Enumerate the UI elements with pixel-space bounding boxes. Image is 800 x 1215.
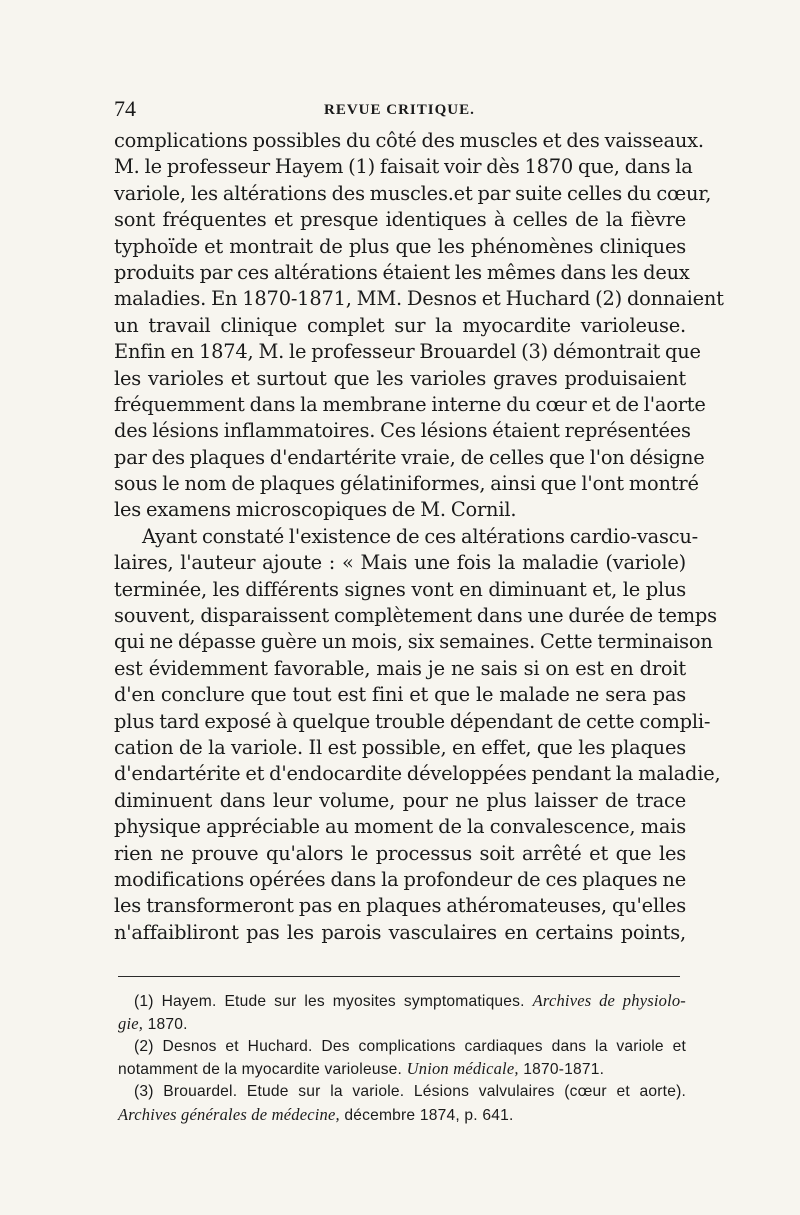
text-line: cation de la variole. Il est possible, en effet, que les plaques — [114, 735, 686, 759]
paragraph-start-line: Ayant constaté l'existence de ces altérations cardio-vascu- — [142, 524, 699, 548]
text-line: physique appréciable au moment de la convalescence, mais — [114, 815, 686, 839]
text-line: les varioles et surtout que les varioles graves produisaient — [114, 366, 686, 390]
text-line: par des plaques d'endartérite vraie, de celles que l'on désigne — [114, 445, 705, 469]
footnote-2-year: 1870-1871. — [518, 1061, 605, 1079]
page-header — [114, 96, 680, 124]
text-line: typhoïde et montrait de plus que les phénomènes cliniques — [114, 234, 686, 258]
footnote-1-year: 1870. — [143, 1015, 188, 1033]
footnote-3-journal: Archives générales de médecine, — [118, 1104, 340, 1124]
footnote-2: (2) Desnos et Huchard. Des complications cardiaques dans la variole et — [134, 1037, 686, 1055]
footnote-1-cont — [118, 1013, 686, 1036]
footnote-1-text: (1) Hayem. Etude sur les myosites symptomatiques. — [134, 993, 533, 1010]
text-line: est évidemment favorable, mais je ne sais si on est en droit — [114, 656, 686, 680]
body-text — [114, 128, 724, 946]
text-line: fréquemment dans la membrane interne du cœur et de l'aorte — [114, 392, 706, 416]
text-line: variole, les altérations des muscles.et par suite celles du cœur, — [114, 181, 712, 205]
page-number: 74 — [114, 96, 136, 121]
text-line: Enfin en 1874, M. le professeur Brouardel (3) démontrait que — [114, 340, 701, 364]
text-line: d'endartérite et d'endocardite développées pendant la maladie, — [114, 762, 721, 786]
running-title: REVUE CRITIQUE. — [324, 102, 475, 118]
text-line: maladies. En 1870-1871, MM. Desnos et Huchard (2) donnaient — [114, 287, 724, 311]
text-line: terminée, les différents signes vont en diminuant et, le plus — [114, 577, 686, 601]
footnote-3: (3) Brouardel. Etude sur la variole. Lésions valvulaires (cœur et aorte). — [134, 1083, 686, 1101]
text-line: produits par ces altérations étaient les mêmes dans les deux — [114, 260, 690, 284]
footnote-3-cont — [118, 1104, 686, 1127]
text-line: complications possibles du côté des muscles et des vaisseaux. — [114, 129, 704, 152]
text-line: des lésions inflammatoires. Ces lésions étaient représentées — [114, 419, 691, 443]
text-line: rien ne prouve qu'alors le processus soit arrêté et que les — [114, 841, 686, 865]
text-line: d'en conclure que tout est fini et que le malade ne sera pas — [114, 683, 686, 707]
text-line: plus tard exposé à quelque trouble dépendant de cette compli- — [114, 709, 711, 733]
text-line: modifications opérées dans la profondeur de ces plaques ne — [114, 867, 686, 891]
footnote-2-cont — [118, 1058, 686, 1081]
footnote-2-journal: Union médicale, — [406, 1059, 519, 1079]
footnotes — [118, 990, 686, 1127]
footnote-3-date: décembre 1874, p. 641. — [339, 1106, 514, 1124]
footnote-divider — [118, 976, 680, 977]
text-line: qui ne dépasse guère un mois, six semaines. Cette terminaison — [114, 630, 713, 654]
text-line: les transformeront pas en plaques athéromateuses, qu'elles — [114, 894, 686, 918]
footnote-1-journal: Archives de physiolo- — [532, 991, 686, 1010]
footnote-1 — [118, 990, 686, 1013]
text-line: M. le professeur Hayem (1) faisait voir dès 1870 que, dans la — [114, 155, 693, 179]
text-line: sont fréquentes et presque identiques à celles de la fièvre — [114, 208, 686, 232]
text-line: un travail clinique complet sur la myocardite varioleuse. — [114, 313, 686, 337]
text-line: laires, l'auteur ajoute : « Mais une fois la maladie (variole) — [114, 551, 686, 575]
footnote-2-text: notamment de la myocardite varioleuse. — [118, 1061, 407, 1079]
text-line: souvent, disparaissent complètement dans une durée de temps — [114, 604, 717, 628]
text-line: les examens microscopiques de M. Cornil. — [114, 498, 517, 522]
footnote-1-journal-cont: gie, — [118, 1013, 144, 1033]
text-line: diminuent dans leur volume, pour ne plus laisser de trace — [114, 788, 686, 812]
text-line: sous le nom de plaques gélatiniformes, ainsi que l'ont montré — [114, 472, 699, 496]
text-line: n'affaibliront pas les parois vasculaires en certains points, — [114, 920, 686, 944]
